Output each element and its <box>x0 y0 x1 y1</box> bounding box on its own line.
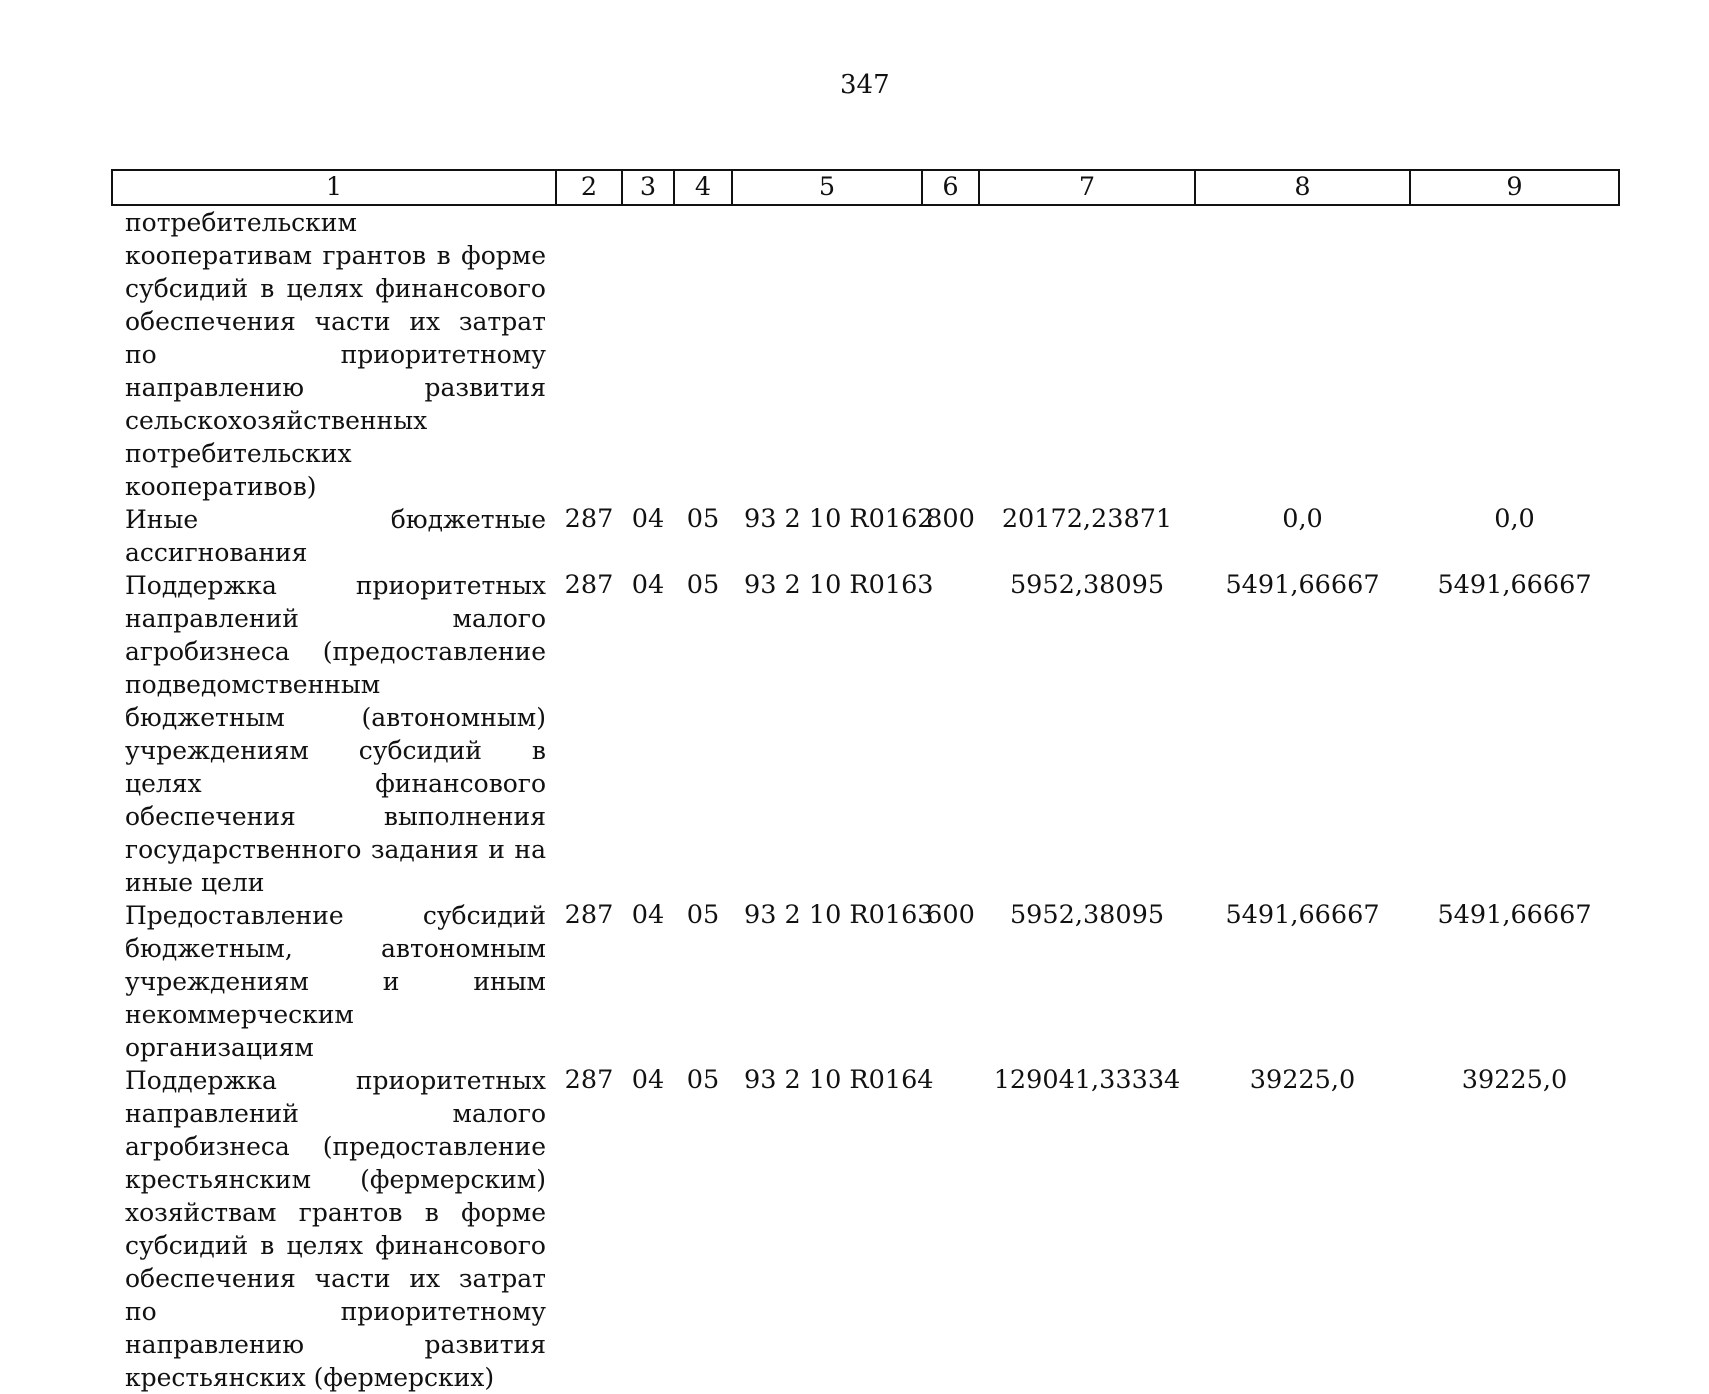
row-amount-col8: 39225,0 <box>1249 1065 1356 1095</box>
row-ministry-code: 287 <box>564 570 614 600</box>
row-ministry-code: 287 <box>564 504 614 534</box>
column-header-6: 6 <box>922 170 979 205</box>
column-header-3: 3 <box>622 170 674 205</box>
table-row <box>112 899 1619 1064</box>
row-section: 04 <box>631 570 665 600</box>
row-section: 04 <box>631 504 665 534</box>
page-number: 347 <box>840 70 890 100</box>
row-section: 04 <box>631 1065 665 1095</box>
row-amount-col8: 0,0 <box>1282 504 1323 534</box>
table-row <box>112 1064 1619 1394</box>
row-amount-col9: 0,0 <box>1494 504 1535 534</box>
row-amount-col7 <box>979 205 1195 503</box>
row-target-article: 93 2 10 R0162 <box>744 504 934 534</box>
row-amount-col8 <box>1195 205 1410 503</box>
row-amount-col9: 5491,66667 <box>1437 900 1592 930</box>
row-expense-type: 600 <box>926 900 975 930</box>
column-header-2: 2 <box>556 170 622 205</box>
row-name: Предоставление субсидий бюджетным, автономным учреждениям и иным некоммерческим организациям <box>125 901 546 1062</box>
row-target-article <box>732 205 922 503</box>
column-header-9: 9 <box>1410 170 1619 205</box>
column-header-1: 1 <box>112 170 556 205</box>
row-ministry-code <box>556 205 622 503</box>
row-name: потребительским кооперативам грантов в форме субсидий в целях финансового обеспечения части их затрат по приоритетному направлению развития сельскохозяйственных потребительских кооперативов) <box>125 208 546 501</box>
row-expense-type: 800 <box>926 504 975 534</box>
row-amount-col8: 5491,66667 <box>1225 900 1380 930</box>
row-subsection <box>674 205 732 503</box>
row-target-article: 93 2 10 R0164 <box>744 1065 934 1095</box>
row-amount-col8: 5491,66667 <box>1225 570 1380 600</box>
row-subsection: 05 <box>686 504 720 534</box>
row-expense-type <box>922 569 979 899</box>
row-subsection: 05 <box>686 900 720 930</box>
table-row <box>112 503 1619 569</box>
column-header-5: 5 <box>732 170 922 205</box>
row-amount-col7: 20172,23871 <box>1001 504 1173 534</box>
row-ministry-code: 287 <box>564 900 614 930</box>
row-target-article: 93 2 10 R0163 <box>744 900 934 930</box>
row-amount-col9: 5491,66667 <box>1437 570 1592 600</box>
row-name: Поддержка приоритетных направлений малого агробизнеса (предоставление подведомственным бюджетным (автономным) учреждениям субсидий в целях финансового обеспечения выполнения государственного задания и на иные цели <box>125 571 546 897</box>
row-amount-col7: 5952,38095 <box>1009 570 1165 600</box>
row-subsection: 05 <box>686 1065 720 1095</box>
table-row <box>112 205 1619 503</box>
row-expense-type <box>922 205 979 503</box>
row-amount-col7: 129041,33334 <box>993 1065 1181 1095</box>
row-section: 04 <box>631 900 665 930</box>
row-name: Иные бюджетные ассигнования <box>125 505 546 567</box>
row-amount-col9 <box>1410 205 1619 503</box>
row-amount-col7: 5952,38095 <box>1009 900 1165 930</box>
table-row <box>112 569 1619 899</box>
row-section <box>622 205 674 503</box>
column-header-4: 4 <box>674 170 732 205</box>
budget-table <box>111 169 1620 1394</box>
row-subsection: 05 <box>686 570 720 600</box>
column-header-8: 8 <box>1195 170 1410 205</box>
row-ministry-code: 287 <box>564 1065 614 1095</box>
column-header-7: 7 <box>979 170 1195 205</box>
row-name: Поддержка приоритетных направлений малого агробизнеса (предоставление крестьянским (фермерским) хозяйствам грантов в форме субсидий в целях финансового обеспечения части их затрат по приоритетному направлению развития крестьянских (фермерских) <box>125 1066 546 1392</box>
row-amount-col9: 39225,0 <box>1461 1065 1568 1095</box>
row-expense-type <box>922 1064 979 1394</box>
row-target-article: 93 2 10 R0163 <box>744 570 934 600</box>
header-row <box>112 170 1619 205</box>
